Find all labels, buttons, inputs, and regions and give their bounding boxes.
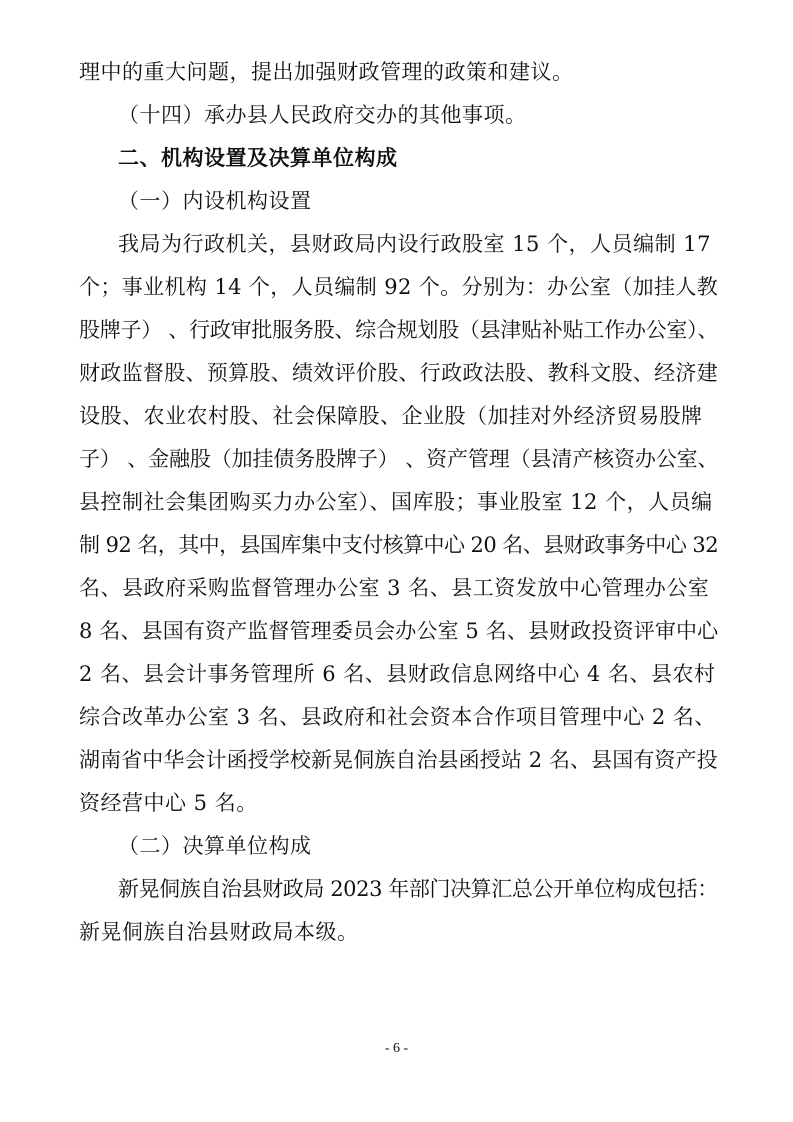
paragraph-line: 子） 、金融股（加挂债务股牌子） 、资产管理（县清产核资办公室、	[79, 447, 719, 471]
paragraph-line: 新晃侗族自治县财政局 2023 年部门决算汇总公开单位构成包括：	[118, 877, 718, 901]
paragraph-line: 制 92 名，其中，县国库集中支付核算中心 20 名、县财政事务中心 32	[79, 533, 719, 557]
subsection-heading: （二）决算单位构成	[118, 834, 312, 858]
page-number: - 6 -	[384, 1041, 409, 1056]
paragraph-line: 股牌子） 、行政审批服务股、综合规划股（县津贴补贴工作办公室）、	[79, 318, 719, 342]
paragraph-line: 8 名、县国有资产监督管理委员会办公室 5 名、县财政投资评审中心	[79, 619, 719, 643]
section-heading: 二、机构设置及决算单位构成	[118, 146, 398, 170]
paragraph-line: （十四）承办县人民政府交办的其他事项。	[118, 103, 527, 127]
paragraph-line: 个；事业机构 14 个，人员编制 92 个。分别为：办公室（加挂人教	[79, 275, 719, 299]
paragraph-line: 湖南省中华会计函授学校新晃侗族自治县函授站 2 名、县国有资产投	[79, 748, 718, 772]
paragraph-line: 理中的重大问题，提出加强财政管理的政策和建议。	[79, 60, 574, 84]
paragraph-line: 我局为行政机关，县财政局内设行政股室 15 个，人员编制 17	[118, 232, 711, 256]
paragraph-line: 新晃侗族自治县财政局本级。	[79, 920, 359, 944]
paragraph-line: 财政监督股、预算股、绩效评价股、行政政法股、教科文股、经济建	[79, 361, 718, 385]
paragraph-line: 县控制社会集团购买力办公室）、国库股；事业股室 12 个，人员编	[79, 490, 713, 514]
paragraph-line: 2 名、县会计事务管理所 6 名、县财政信息网络中心 4 名、县农村	[79, 662, 716, 686]
paragraph-line: 综合改革办公室 3 名、县政府和社会资本合作项目管理中心 2 名、	[79, 705, 716, 729]
paragraph-line: 名、县政府采购监督管理办公室 3 名、县工资发放中心管理办公室	[79, 576, 710, 600]
paragraph-line: 设股、农业农村股、社会保障股、企业股（加挂对外经济贸易股牌	[79, 404, 703, 428]
subsection-heading: （一）内设机构设置	[118, 189, 312, 213]
paragraph-line: 资经营中心 5 名。	[79, 791, 258, 815]
